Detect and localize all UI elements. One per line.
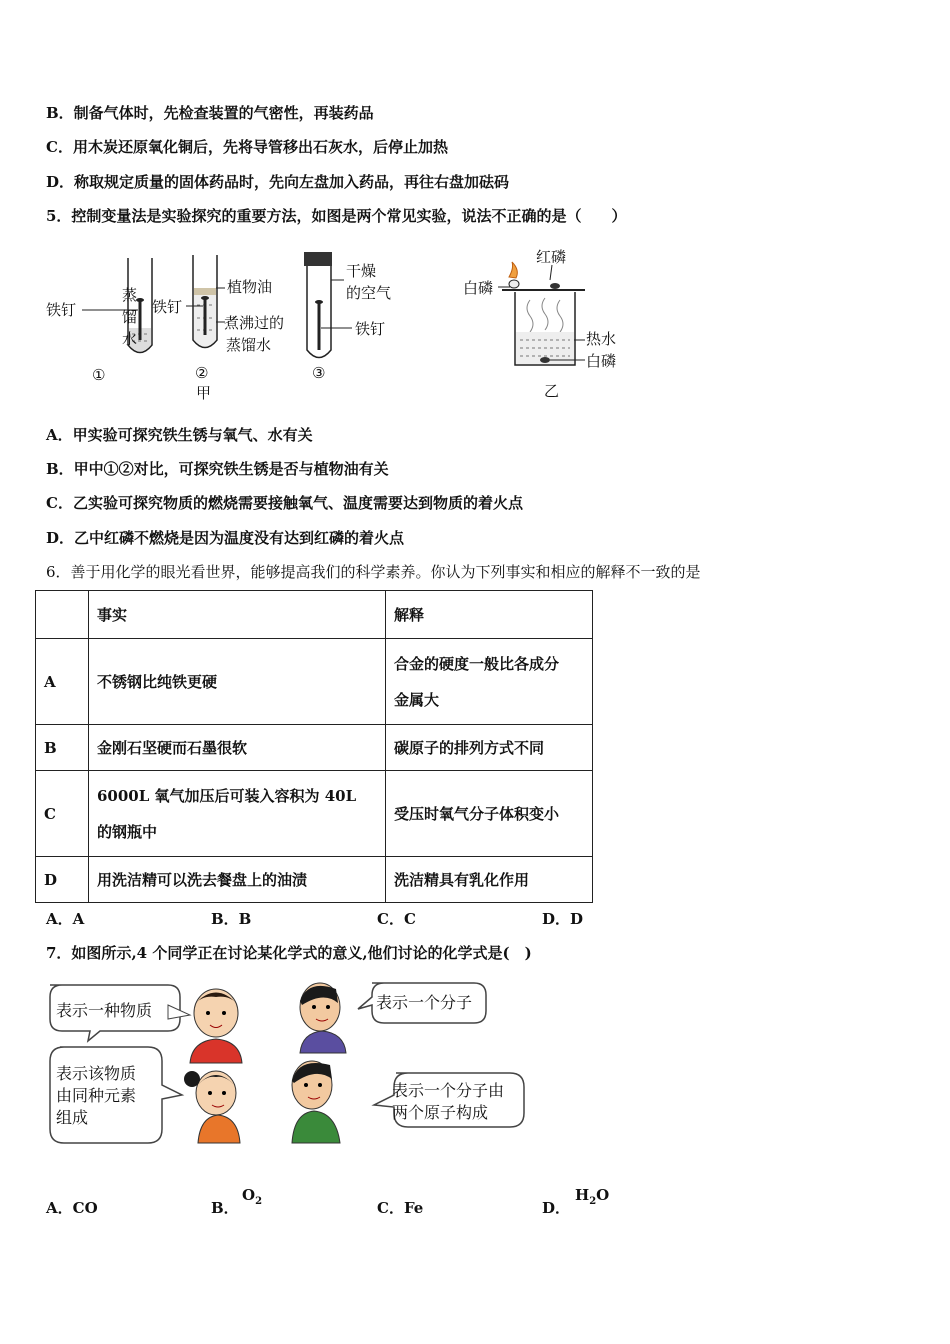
q7-option-c: C．Fe xyxy=(377,1199,424,1217)
student-2-illustration xyxy=(300,983,346,1053)
tube1-water-label-a: 蒸 xyxy=(122,286,138,304)
hot-water-label: 热水 xyxy=(586,330,617,348)
tube1-number: ① xyxy=(92,366,106,384)
group-jia-label: 甲 xyxy=(196,384,212,402)
tube2-water-label-b: 蒸馏水 xyxy=(226,336,272,354)
row-explain: 受压时氧气分子体积变小 xyxy=(386,771,593,857)
q7-option-d-formula: $H_2O$ xyxy=(575,1186,610,1207)
row-explain: 碳原子的排列方式不同 xyxy=(386,725,593,771)
student-4-illustration xyxy=(292,1061,340,1143)
q6-option-c: C．C xyxy=(377,910,416,928)
q4-option-c: C．用木炭还原氧化铜后，先将导管移出石灰水，后停止加热 xyxy=(46,138,448,156)
tube3-nail-label: 铁钉 xyxy=(355,320,386,338)
q5-stem: 5．控制变量法是实验探究的重要方法，如图是两个常见实验，说法不正确的是（ ） xyxy=(46,207,627,225)
student-3-illustration xyxy=(184,1071,240,1143)
q5-option-d: D．乙中红磷不燃烧是因为温度没有达到红磷的着火点 xyxy=(46,529,405,547)
test-tube-2 xyxy=(186,255,225,348)
tube3-air-label-b: 的空气 xyxy=(346,284,392,302)
row-label: C xyxy=(36,771,89,857)
q7-option-b-label: B． xyxy=(211,1199,239,1217)
bubble-3-text-a: 表示该物质 xyxy=(56,1064,137,1083)
q5-option-b: B．甲中①②对比，可探究铁生锈是否与植物油有关 xyxy=(46,460,389,478)
q4-option-d: D．称取规定质量的固体药品时，先向左盘加入药品，再往右盘加砝码 xyxy=(46,173,510,191)
facts-table xyxy=(35,590,593,903)
q5-option-c: C．乙实验可探究物质的燃烧需要接触氧气、温度需要达到物质的着火点 xyxy=(46,494,523,512)
row-fact: 不锈钢比纯铁更硬 xyxy=(89,639,386,725)
table-row xyxy=(36,857,593,903)
header-explain: 解释 xyxy=(386,591,593,639)
tube1-nail-label: 铁钉 xyxy=(46,301,77,319)
table-row xyxy=(36,639,593,725)
q6-stem: 6．善于用化学的眼光看世界，能够提高我们的科学素养。你认为下列事实和相应的解释不一致的是 xyxy=(46,563,701,581)
q7-figure xyxy=(40,975,540,1155)
row-fact: 6000L 氧气加压后可装入容积为 40L 的钢瓶中 xyxy=(89,771,386,857)
header-blank-cell xyxy=(36,591,89,639)
q6-option-b: B．B xyxy=(211,910,252,928)
tube3-air-label-a: 干燥 xyxy=(346,262,377,280)
row-label: A xyxy=(36,639,89,725)
q5-figure xyxy=(40,240,620,410)
q6-option-d: D．D xyxy=(542,910,584,928)
q7-option-d-label: D． xyxy=(542,1199,571,1217)
row-fact: 用洗洁精可以洗去餐盘上的油渍 xyxy=(89,857,386,903)
row-label: D xyxy=(36,857,89,903)
table-row xyxy=(36,771,593,857)
q7-option-b-formula: $O_2$ xyxy=(242,1186,263,1207)
tube1-water-label-c: 水 xyxy=(122,330,138,348)
bubble-1-text: 表示一种物质 xyxy=(56,1001,153,1020)
bubble-4-text-a: 表示一个分子由 xyxy=(392,1081,505,1100)
tube1-water-label-b: 馏 xyxy=(122,308,138,326)
bubble-2-text: 表示一个分子 xyxy=(376,993,473,1012)
test-tube-3 xyxy=(304,252,352,358)
q4-option-b: B．制备气体时，先检查装置的气密性，再装药品 xyxy=(46,104,374,122)
bubble-3-text-b: 由同种元素 xyxy=(56,1086,137,1105)
tube2-number: ② xyxy=(195,364,209,382)
group-yi-label: 乙 xyxy=(544,382,560,400)
header-fact: 事实 xyxy=(89,591,386,639)
row-label: B xyxy=(36,725,89,771)
test-tube-1 xyxy=(82,258,152,353)
red-phosphorus-label: 红磷 xyxy=(536,248,567,266)
white-phosphorus-bottom-label: 白磷 xyxy=(586,352,617,370)
q7-stem: 7．如图所示,4 个同学正在讨论某化学式的意义,他们讨论的化学式是( ) xyxy=(46,944,532,962)
student-1-illustration xyxy=(190,989,242,1063)
tube2-water-label-a: 煮沸过的 xyxy=(224,314,285,332)
white-phosphorus-top-label: 白磷 xyxy=(463,279,494,297)
row-explain: 洗洁精具有乳化作用 xyxy=(386,857,593,903)
beaker-apparatus xyxy=(498,262,585,365)
bubble-4-text-b: 两个原子构成 xyxy=(392,1103,489,1122)
q6-option-a: A．A xyxy=(46,910,85,928)
q5-option-a: A．甲实验可探究铁生锈与氧气、水有关 xyxy=(46,426,313,444)
row-explain: 合金的硬度一般比各成分 金属大 xyxy=(386,639,593,725)
tube3-number: ③ xyxy=(312,364,326,382)
table-row xyxy=(36,725,593,771)
tube2-nail-label: 铁钉 xyxy=(152,298,183,316)
tube2-oil-label: 植物油 xyxy=(227,278,273,296)
bubble-3-text-c: 组成 xyxy=(56,1108,89,1127)
q7-option-a: A．CO xyxy=(46,1199,98,1217)
row-fact: 金刚石坚硬而石墨很软 xyxy=(89,725,386,771)
